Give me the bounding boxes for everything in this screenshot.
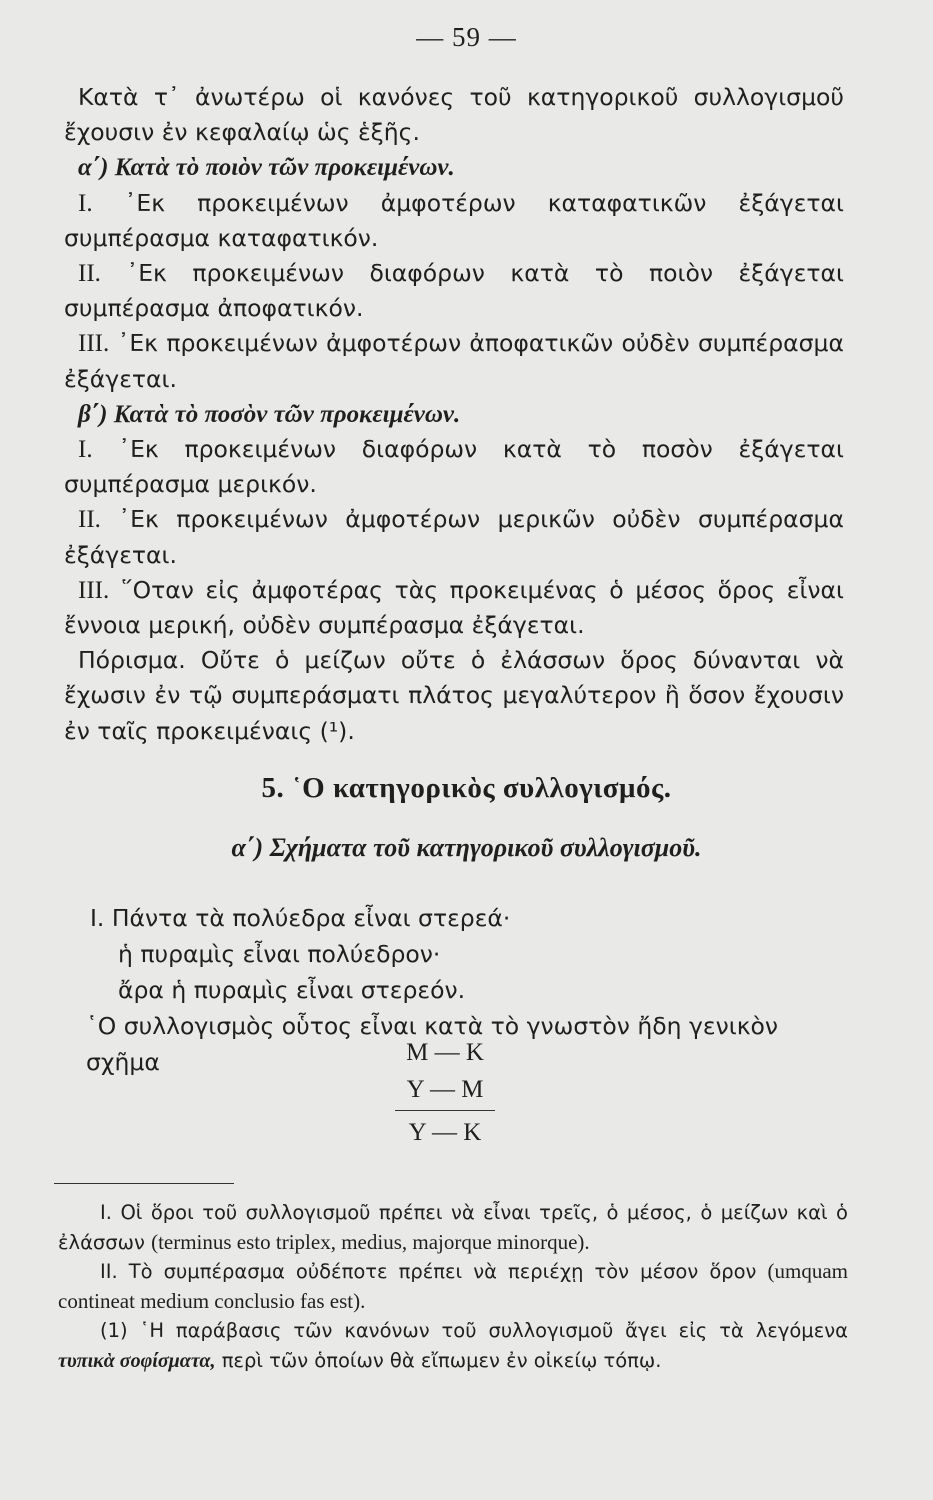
rule-text: ᾿Εκ προκειμένων διαφόρων κατὰ τὸ ποσὸν ἐξάγεται συμπέρασμα μερικόν. bbox=[64, 435, 844, 499]
page-number: — 59 — bbox=[416, 22, 517, 52]
footnote-2 bbox=[58, 1257, 848, 1316]
porisma-paragraph: Πόρισμα. Οὔτε ὁ μείζων οὔτε ὁ ἐλάσσων ὅρος δύνανται νὰ ἔχωσιν ἐν τῷ συμπεράσματι πλάτος μεγαλύτερον ἢ ὅσον ἔχουσιν ἐν ταῖς προκειμέναις (¹). bbox=[64, 646, 844, 745]
footnote-3-text-a: (1) ῾Η παράβασις τῶν κανόνων τοῦ συλλογισμοῦ ἄγει εἰς τὰ λεγόμενα bbox=[100, 1319, 848, 1342]
syllogism-major-premise: I. Πάντα τὰ πολύεδρα εἶναι στερεά· bbox=[90, 904, 511, 932]
rule-text: ᾿Εκ προκειμένων ἀμφοτέρων καταφατικῶν ἐξάγεται συμπέρασμα καταφατικόν. bbox=[64, 188, 844, 252]
rule-number: II. bbox=[78, 506, 101, 534]
rule-text: ᾿Εκ προκειμένων ἀμφοτέρων ἀποφατικῶν οὐδὲν συμπέρασμα ἐξάγεται. bbox=[64, 329, 844, 393]
footnote-divider bbox=[54, 1183, 234, 1184]
footnotes bbox=[58, 1198, 848, 1376]
rule-number: III. bbox=[78, 330, 110, 358]
rule-text: ᾿Εκ προκειμένων διαφόρων κατὰ τὸ ποιὸν ἐξάγεται συμπέρασμα ἀποφατικόν. bbox=[64, 259, 844, 323]
rule-number: III. bbox=[78, 576, 110, 604]
figures-heading: α΄) Σχήματα τοῦ κατηγορικοῦ συλλογισμοῦ. bbox=[231, 833, 702, 862]
scheme-divider bbox=[395, 1110, 495, 1111]
syllogism-minor-premise: ἡ πυραμὶς εἶναι πολύεδρον· bbox=[118, 940, 441, 968]
footnote-1-latin: (terminus esto triplex, medius, majorque minorque). bbox=[151, 1229, 590, 1254]
intro-paragraph: Κατὰ τ᾽ ἀνωτέρω οἱ κανόνες τοῦ κατηγορικοῦ συλλογισμοῦ ἔχουσιν ἐν κεφαλαίῳ ὡς ἑξῆς. bbox=[64, 83, 844, 147]
rule-number: I. bbox=[78, 436, 93, 464]
syllogism-conclusion: ἄρα ἡ πυραμὶς εἶναι στερεόν. bbox=[118, 976, 466, 1004]
rule-b3 bbox=[64, 573, 844, 643]
rule-text: ῞Οταν εἰς ἀμφοτέρας τὰς προκειμένας ὁ μέσος ὅρος εἶναι ἔννοια μερική, οὐδὲν συμπέρασμα ἐξάγεται. bbox=[64, 575, 844, 640]
footnote-1-greek: I. Οἱ ὅροι τοῦ συλλογισμοῦ πρέπει νὰ εἶναι τρεῖς, ὁ μέσος, ὁ μείζων καὶ ὁ ἐλάσσων bbox=[58, 1201, 848, 1254]
rule-a1 bbox=[64, 186, 844, 256]
scheme-major: M — K bbox=[406, 1039, 484, 1066]
section-5-heading: 5. ῾Ο κατηγορικὸς συλλογισμός. bbox=[261, 772, 672, 804]
main-text bbox=[64, 80, 844, 749]
syllogism-comment: ῾Ο συλλογισμὸς οὗτος εἶναι κατὰ τὸ γνωστὸν ἤδη γενικὸν σχῆμα bbox=[86, 1012, 779, 1076]
rule-b1 bbox=[64, 432, 844, 502]
footnote-3-text-b: περὶ τῶν ὁποίων θὰ εἴπωμεν ἐν οἰκείῳ τόπῳ. bbox=[221, 1348, 662, 1372]
rule-a3 bbox=[64, 326, 844, 396]
footnote-2-greek: II. Τὸ συμπέρασμα οὐδέποτε πρέπει νὰ περιέχῃ τὸν μέσον ὅρον bbox=[100, 1260, 757, 1283]
rule-number: I. bbox=[78, 189, 93, 217]
footnote-3-italic: τυπικὰ σοφίσματα, bbox=[58, 1349, 216, 1372]
footnote-2-latin: (umquam contineat medium conclusio fas est). bbox=[58, 1259, 849, 1313]
scheme-minor: Y — M bbox=[406, 1076, 484, 1103]
rule-b2 bbox=[64, 502, 844, 572]
rule-number: II. bbox=[78, 260, 101, 288]
rule-text: ᾿Εκ προκειμένων ἀμφοτέρων μερικῶν οὐδὲν συμπέρασμα ἐξάγεται. bbox=[64, 505, 844, 569]
scheme-conclusion: Y — K bbox=[408, 1119, 482, 1146]
footnote-1 bbox=[58, 1198, 848, 1257]
section-b-heading: β΄) Κατὰ τὸ ποσὸν τῶν προκειμένων. bbox=[78, 400, 461, 428]
rule-a2 bbox=[64, 256, 844, 326]
figure-scheme bbox=[395, 1034, 495, 1151]
footnote-3 bbox=[58, 1316, 848, 1376]
section-a-heading: α΄) Κατὰ τὸ ποιὸν τῶν προκειμένων. bbox=[78, 154, 455, 182]
